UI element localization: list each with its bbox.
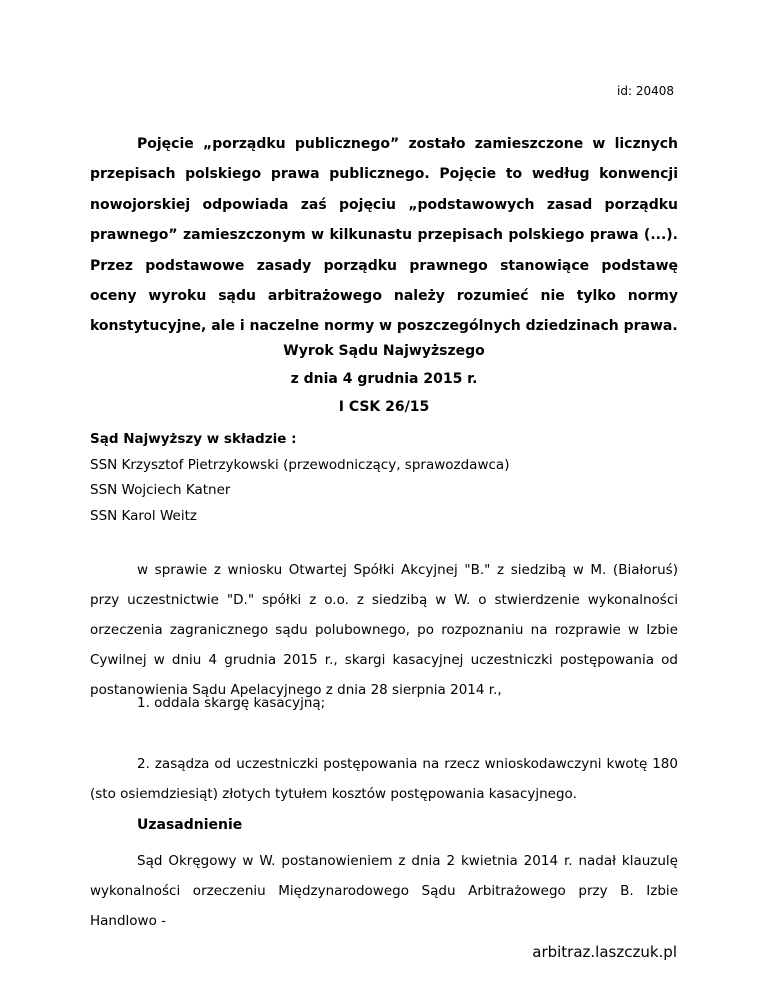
- court-panel: [90, 427, 678, 529]
- judgment-date: z dnia 4 grudnia 2015 r.: [290, 371, 478, 387]
- reasoning-heading: Uzasadnienie: [137, 817, 243, 833]
- footer-website: arbitraz.laszczuk.pl: [532, 943, 677, 961]
- thesis-summary: Pojęcie „porządku publicznego” zostało zamieszczone w licznych przepisach polskiego prawa publicznego. Pojęcie to według konwencji nowojorskiej odpowiada zaś pojęciu „podstawowych zasad porządku prawnego” zamieszczonym w kilkunastu przepisach polskiego prawa (...). Przez podstawowe zasady porządku prawnego stanowiące podstawę oceny wyroku sądu arbitrażowego należy rozumieć nie tylko normy konstytucyjne, ale i naczelne normy w poszczególnych dziedzinach prawa.: [90, 136, 678, 335]
- case-number: I CSK 26/15: [338, 399, 430, 415]
- ruling-item-1: 1. oddala skargę kasacyjną;: [137, 695, 326, 711]
- judgment-header: [90, 337, 678, 421]
- case-intro-paragraph: w sprawie z wniosku Otwartej Spółki Akcyjnej "B." z siedzibą w M. (Białoruś) przy uczestnictwie "D." spółki z o.o. z siedzibą w W. o stwierdzenie wykonalności orzeczenia zagranicznego sądu polubownego, po rozpoznaniu na rozprawie w Izbie Cywilnej w dniu 4 grudnia 2015 r., skargi kasacyjnej uczestniczki postępowania od postanowienia Sądu Apelacyjnego z dnia 28 sierpnia 2014 r.,: [90, 562, 678, 698]
- ruling-item-2: 2. zasądza od uczestniczki postępowania na rzecz wnioskodawczyni kwotę 180 (sto osiemdziesiąt) złotych tytułem kosztów postępowania kasacyjnego.: [90, 756, 678, 802]
- panel-member: SSN Krzysztof Pietrzykowski (przewodniczący, sprawozdawca): [90, 456, 510, 473]
- reasoning-paragraph: Sąd Okręgowy w W. postanowieniem z dnia 2 kwietnia 2014 r. nadał klauzulę wykonalności orzeczeniu Międzynarodowego Sądu Arbitrażowego przy B. Izbie Handlowo -: [90, 853, 678, 929]
- panel-member: SSN Karol Weitz: [90, 507, 197, 524]
- judgment-title: Wyrok Sądu Najwyższego: [283, 343, 485, 359]
- panel-member: SSN Wojciech Katner: [90, 482, 231, 498]
- document-id: id: 20408: [617, 84, 674, 98]
- panel-heading: Sąd Najwyższy w składzie :: [90, 431, 297, 447]
